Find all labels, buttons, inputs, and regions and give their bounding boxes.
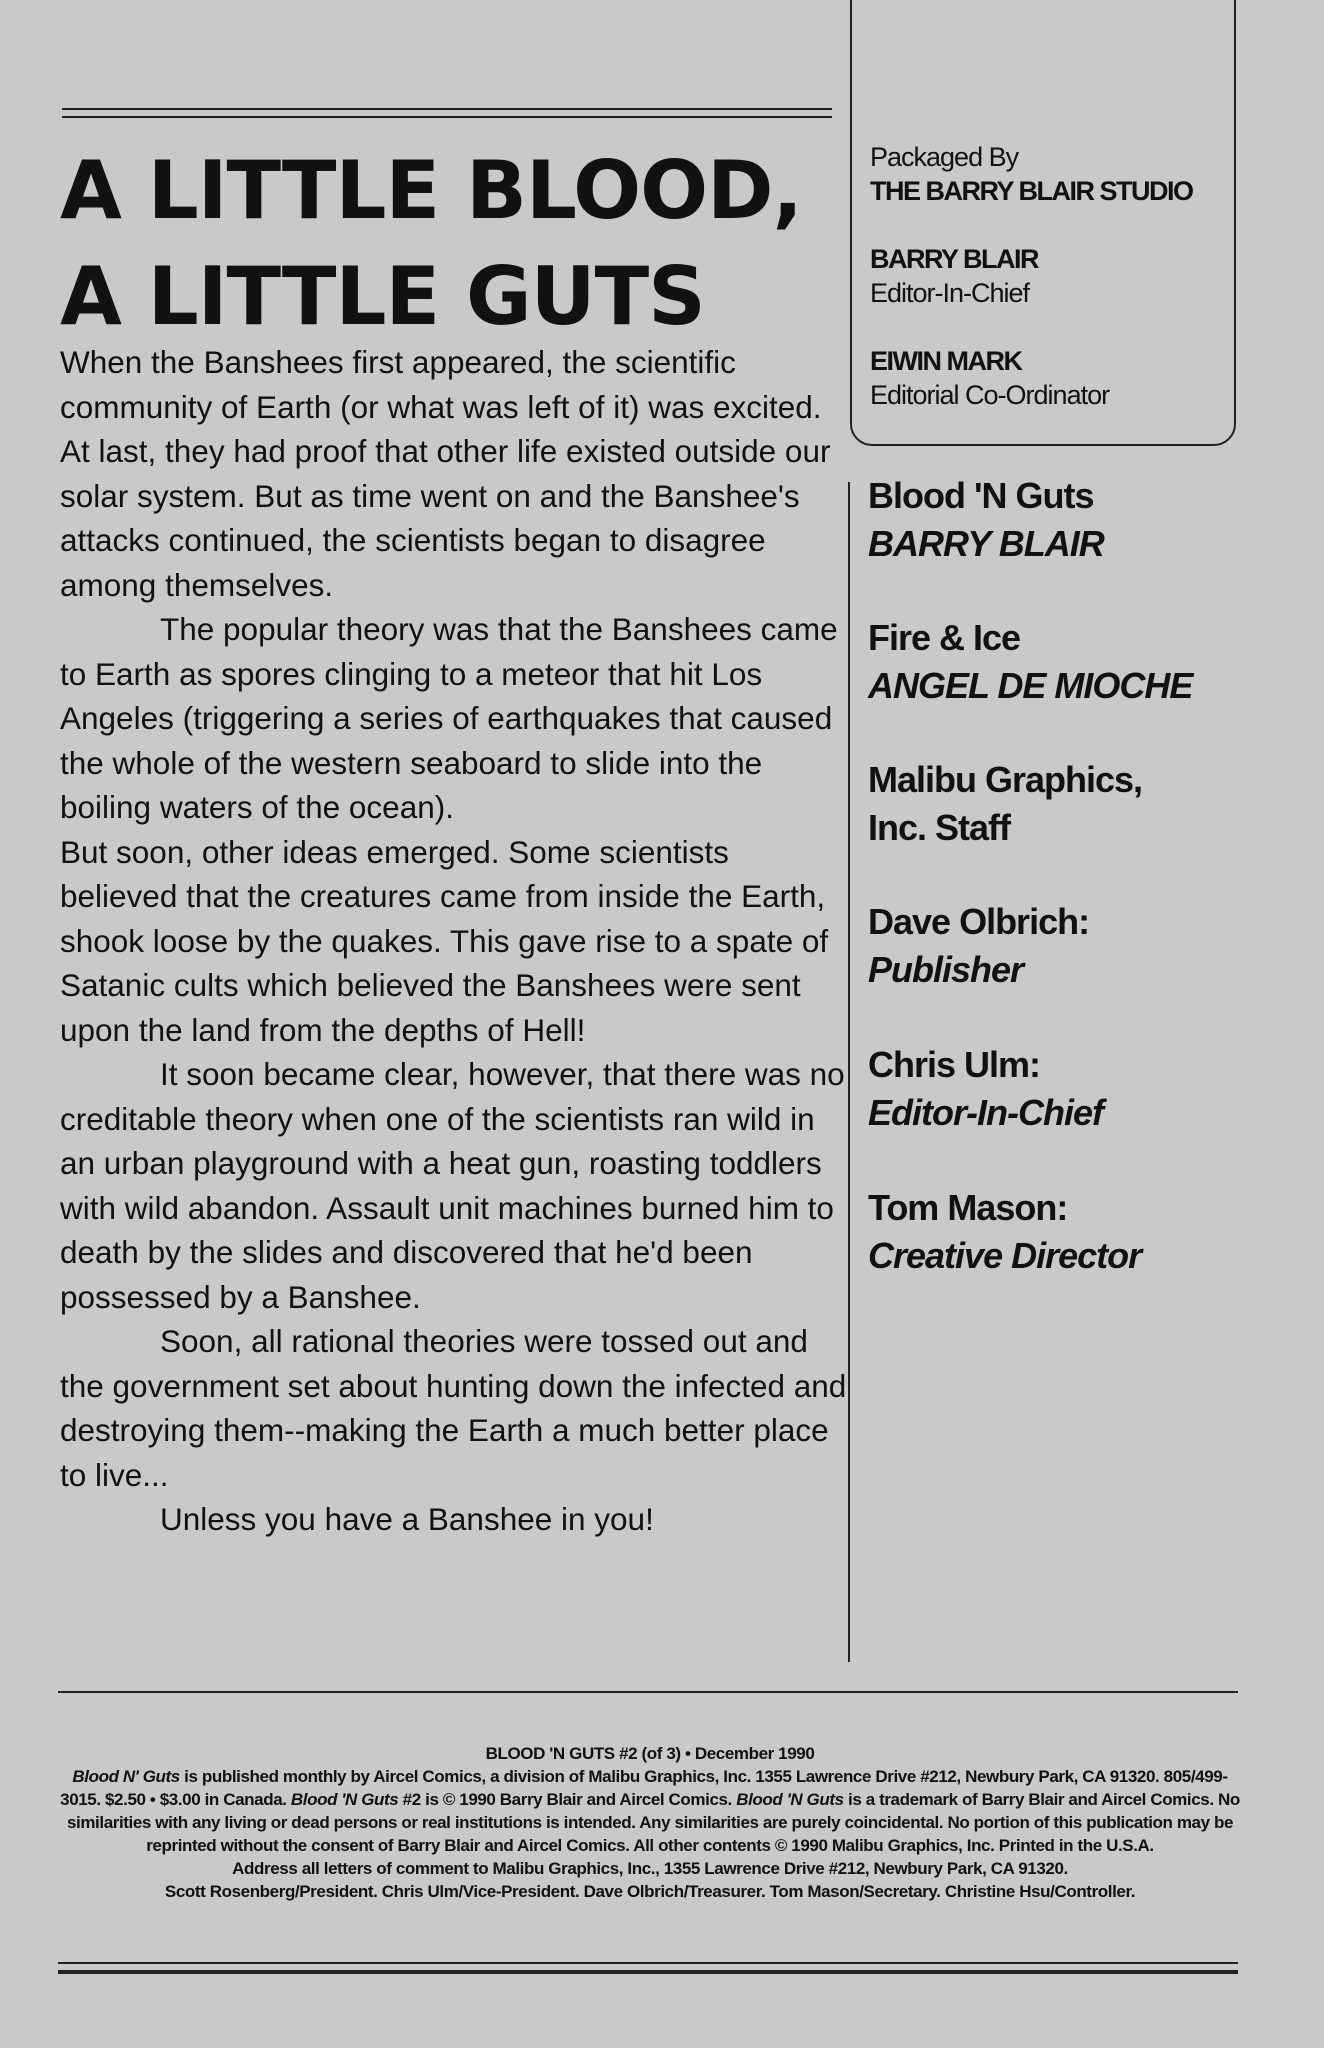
credit-heading: Blood 'N Guts [868, 475, 1094, 516]
issue-line: BLOOD 'N GUTS #2 (of 3) • December 1990 [485, 1744, 815, 1763]
coordinator-role: Editorial Co-Ordinator [870, 380, 1110, 410]
credit-item [868, 1184, 1141, 1280]
article-title [60, 138, 840, 350]
story-paragraph: Soon, all rational theories were tossed out and the government set about hunting down the infected and destroying them--making the Earth a much better place to live... [60, 1323, 847, 1493]
credit-heading: Tom Mason: [868, 1187, 1068, 1228]
story-paragraph: It soon became clear, however, that there was no creditable theory when one of the scientists ran wild in an urban playground with a heat gun, roasting toddlers with wild abandon. Assault unit machines burned him to death by the slides and discovered that he'd been possessed by a Banshee. [60, 1056, 845, 1315]
bottom-double-rule [58, 1962, 1238, 1976]
credit-heading: Fire & Ice [868, 617, 1021, 658]
indicia-part: is a trademark of Barry Blair and Aircel Comics. No similarities with any living or dead persons or real institutions is intended. Any similarities are purely coincidental. No portion of this publication may be reprinted without the consent of Barry Blair and Aircel Comics. All other contents © 1990 Malibu Graphics, Inc. Printed in the U.S.A. [66, 1790, 1240, 1855]
story-paragraph: But soon, other ideas emerged. Some scientists believed that the creatures came from inside the Earth, shook loose by the quakes. This gave rise to a spate of Satanic cults which believed the Banshees were sent upon the land from the depths of Hell! [60, 833, 829, 1048]
footer-top-rule [58, 1691, 1238, 1693]
top-double-rule [62, 108, 832, 118]
indicia-title: Blood N' Guts [72, 1767, 180, 1786]
credit-heading: Dave Olbrich: [868, 901, 1090, 942]
story-body [60, 340, 850, 1542]
credit-item [868, 472, 1104, 568]
title-line-1: A LITTLE BLOOD, [60, 144, 802, 237]
credit-item [868, 614, 1192, 710]
column-divider [848, 482, 850, 1662]
editor-name: BARRY BLAIR [870, 244, 1039, 274]
editor-role: Editor-In-Chief [870, 278, 1030, 308]
indicia-title: Blood 'N Guts [736, 1790, 844, 1809]
credit-value: BARRY BLAIR [868, 523, 1104, 564]
title-line-2: A LITTLE GUTS [60, 250, 705, 343]
indicia-part: #2 is © 1990 Barry Blair and Aircel Comics. [398, 1790, 737, 1809]
credit-item [868, 898, 1089, 994]
credit-item [868, 1041, 1103, 1137]
credit-item [868, 756, 1142, 852]
credit-value: Creative Director [868, 1235, 1142, 1276]
packaged-by-box [850, 0, 1236, 446]
packaged-by-label: Packaged By [870, 142, 1019, 172]
credit-value: Inc. Staff [868, 807, 1011, 848]
credit-value: Editor-In-Chief [868, 1092, 1103, 1133]
studio-name: THE BARRY BLAIR STUDIO [870, 176, 1193, 206]
indicia-title: Blood 'N Guts [290, 1790, 399, 1809]
indicia-part: is published monthly by Aircel Comics, a division of Malibu Graphics, Inc. 1355 Lawrence Drive #212, Newbury Park, CA 91320. 805/499-3015. $2.50 • $3.00 in Canada. [60, 1767, 1228, 1809]
credit-heading: Malibu Graphics, [868, 759, 1143, 800]
credit-value: ANGEL DE MIOCHE [868, 665, 1193, 706]
story-paragraph: Unless you have a Banshee in you! [160, 1501, 654, 1537]
story-paragraph: The popular theory was that the Banshees came to Earth as spores clinging to a meteor that hit Los Angeles (triggering a series of earthquakes that caused the whole of the western seaboard to slide into the boiling waters of the ocean). [60, 611, 838, 825]
story-paragraph: When the Banshees first appeared, the scientific community of Earth (or what was left of it) was excited. At last, they had proof that other life existed outside our solar system. But as time went on and the Banshee's attacks continued, the scientists began to disagree among themselves. [60, 344, 831, 603]
address-line: Address all letters of comment to Malibu Graphics, Inc., 1355 Lawrence Drive #212, Newbury Park, CA 91320. [232, 1859, 1068, 1878]
credit-heading: Chris Ulm: [868, 1044, 1041, 1085]
indicia-text [60, 1765, 1240, 1857]
officers-line: Scott Rosenberg/President. Chris Ulm/Vice-President. Dave Olbrich/Treasurer. Tom Mason/Secretary. Christine Hsu/Controller. [164, 1882, 1136, 1901]
coordinator-name: EIWIN MARK [870, 346, 1022, 376]
publication-indicia [60, 1742, 1240, 1903]
credit-value: Publisher [868, 949, 1024, 990]
